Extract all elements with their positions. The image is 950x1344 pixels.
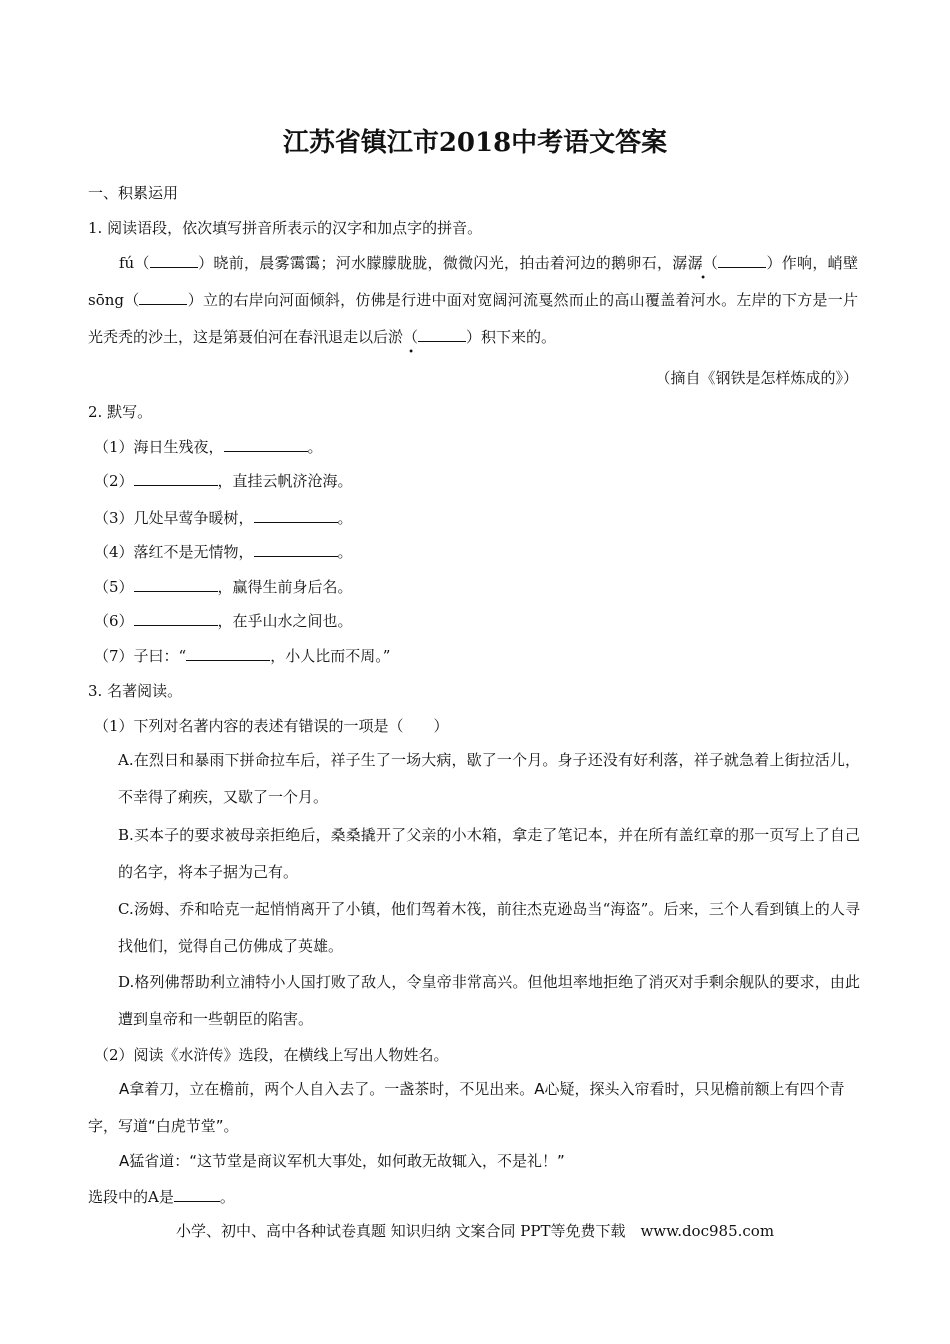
answer-blank[interactable] [134, 611, 218, 626]
dictation-item: （3）几处早莺争暖树， 。 [94, 509, 353, 527]
passage-text: ）晓前，晨雾霭霭；河水朦朦胧胧，微微闪光，拍击着河边的鹅卵石， [197, 254, 673, 272]
option-d: D.格列佛帮助利立浦特小人国打败了敌人，令皇帝非常高兴。但他坦率地拒绝了消灭对手剩余舰队的要求，由此遭到皇帝和一些朝臣的陷害。 [118, 973, 860, 1028]
dictation-item: （2） ，直挂云帆济沧海。 [94, 472, 353, 490]
passage-source: （摘自《钢铁是怎样炼成的》） [655, 369, 858, 387]
passage-text: （ [702, 254, 719, 272]
question-3-prompt: 3. 名著阅读。 [88, 682, 183, 700]
answer-blank[interactable] [418, 327, 466, 342]
dictation-item: （6） ，在乎山水之间也。 [94, 612, 353, 630]
passage-text: ）积下来的。 [466, 328, 557, 346]
answer-blank[interactable] [139, 290, 187, 305]
answer-blank[interactable] [186, 646, 270, 661]
answer-blank[interactable] [254, 542, 338, 557]
question-3-sub-2: （2）阅读《水浒传》选段，在横线上写出人物姓名。 [94, 1046, 449, 1064]
question-2-prompt: 2. 默写。 [88, 403, 153, 421]
page-title: 江苏省镇江市2018中考语文答案 [282, 128, 668, 158]
dotted-characters: 潺潺 [672, 254, 703, 272]
passage-text: fú（ [119, 254, 150, 272]
option-c: C.汤姆、乔和哈克一起悄悄离开了小镇，他们驾着木筏，前往杰克逊岛当“海盗”。后来，三个人看到镇上的人寻找他们，觉得自己仿佛成了英雄。 [118, 900, 860, 955]
dictation-item: （4）落红不是无情物， 。 [94, 543, 353, 561]
section-heading: 一、积累运用 [88, 184, 179, 202]
dictation-item: （7）子曰：“ ，小人比而不周。” [94, 647, 391, 665]
passage-text: ）作响，峭壁 sōng（ [88, 254, 858, 309]
option-a: A.在烈日和暴雨下拼命拉车后，祥子生了一场大病，歇了一个月。身子还没有好利落，祥子就急着上街拉活儿，不幸得了痢疾，又歇了一个月。 [118, 751, 860, 806]
answer-blank[interactable] [134, 471, 218, 486]
dictation-item: （5） ，赢得生前身后名。 [94, 578, 353, 596]
answer-blank[interactable] [718, 253, 766, 268]
excerpt-paragraph: A猛省道：“这节堂是商议军机大事处，如何敢无故辄入，不是礼！” [119, 1152, 565, 1170]
passage-text: ）立的右岸向河面倾斜，仿佛是行进中面对宽阔河流戛然而止的高山覆盖着河水。左岸的下方是一片光秃秃的沙土，这是第聂伯河在春汛退走以后 [88, 291, 858, 346]
question-1-prompt: 1. 阅读语段，依次填写拼音所表示的汉字和加点字的拼音。 [88, 219, 483, 237]
page-footer: 小学、初中、高中各种试卷真题 知识归纳 文案合同 PPT等免费下载 www.doc985.com [175, 1222, 775, 1240]
question-1-passage [88, 245, 858, 356]
answer-blank[interactable] [150, 253, 198, 268]
answer-blank[interactable] [224, 437, 308, 452]
question-3-sub-1: （1）下列对名著内容的表述有错误的一项是（ ） [94, 717, 449, 735]
dotted-characters: 淤 [388, 328, 404, 346]
answer-blank[interactable] [254, 508, 338, 523]
answer-line: 选段中的A是 。 [88, 1188, 235, 1206]
answer-blank[interactable] [174, 1187, 220, 1202]
dictation-item: （1）海日生残夜， 。 [94, 438, 323, 456]
answer-blank[interactable] [134, 577, 218, 592]
excerpt-paragraph: A拿着刀，立在檐前，两个人自入去了。一盏茶时，不见出来。A心疑，探头入帘看时，只见檐前额上有四个青字，写道“白虎节堂”。 [88, 1080, 845, 1135]
passage-text: （ [403, 328, 419, 346]
option-b: B.买本子的要求被母亲拒绝后，桑桑撬开了父亲的小木箱，拿走了笔记本，并在所有盖红章的那一页写上了自己的名字，将本子据为己有。 [118, 826, 860, 881]
